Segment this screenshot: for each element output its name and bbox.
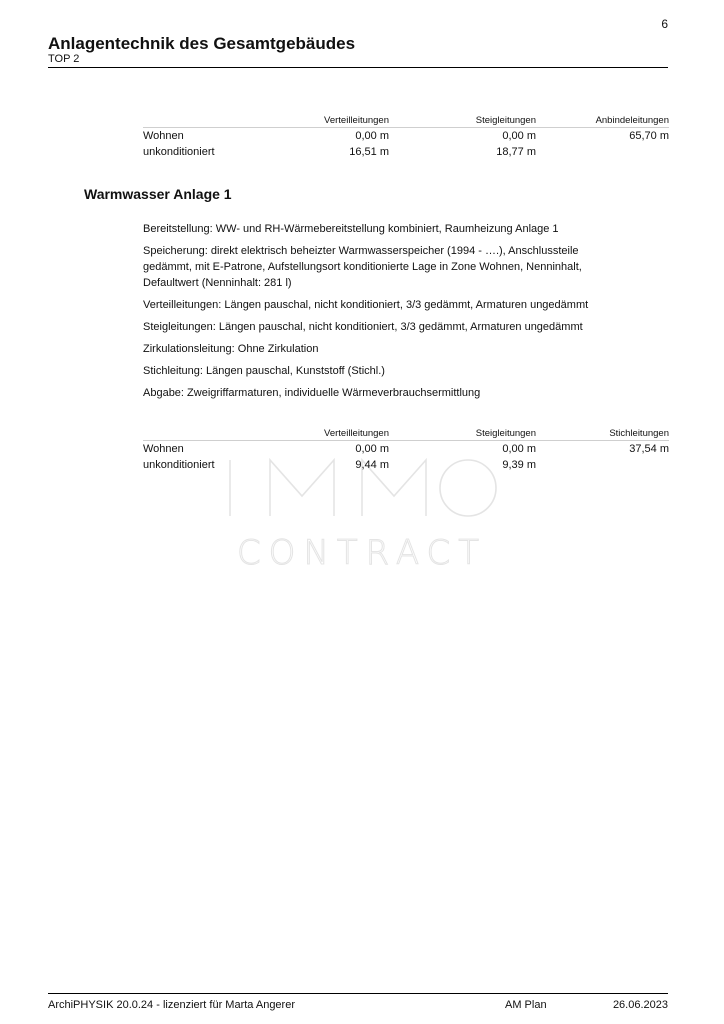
table-cell: 0,00 m — [502, 443, 536, 455]
table-cell: 65,70 m — [629, 130, 669, 142]
footer-software-license: ArchiPHYSIK 20.0.24 - lizenziert für Marta Angerer — [48, 999, 295, 1011]
param-line: Verteilleitungen: Längen pauschal, nicht konditioniert, 3/3 gedämmt, Armaturen ungedämmt — [143, 299, 589, 311]
table-cell: 18,77 m — [496, 146, 536, 158]
table-cell: 0,00 m — [355, 130, 389, 142]
param-line: Stichleitung: Längen pauschal, Kunststoff (Stichl.) — [143, 365, 385, 377]
column-header: Verteilleitungen — [324, 115, 389, 126]
footer-rule — [48, 993, 668, 994]
system-parameters — [143, 221, 613, 407]
param-line: Steigleitungen: Längen pauschal, nicht konditioniert, 3/3 gedämmt, Armaturen ungedämmt — [143, 321, 583, 333]
table-row — [143, 441, 669, 457]
param-line: Abgabe: Zweigriffarmaturen, individuelle Wärmeverbrauchsermittlung — [143, 387, 481, 399]
table-row — [143, 144, 669, 160]
svg-text:CONTRACT: CONTRACT — [236, 533, 488, 573]
table-cell: 16,51 m — [349, 146, 389, 158]
pipe-length-table-1 — [143, 112, 669, 160]
table-row — [143, 128, 669, 144]
page-title: Anlagentechnik des Gesamtgebäudes — [48, 34, 356, 53]
table-header — [143, 425, 669, 441]
table-cell: 0,00 m — [502, 130, 536, 142]
header-rule — [48, 67, 668, 68]
table-cell: Wohnen — [143, 130, 184, 142]
table-cell: unkonditioniert — [143, 459, 215, 471]
page-number: 6 — [661, 17, 668, 31]
param-line: Speicherung: direkt elektrisch beheizter Warmwasserspeicher (1994 - ….), Anschlussteile gedämmt, mit E-Patrone, Aufstellungsort konditionierte Lage in Zone Wohnen, Nenninhalt, Defaultwert (Nenninhalt: 281 l) — [143, 245, 582, 289]
pipe-length-table-2 — [143, 425, 669, 473]
section-title: Warmwasser Anlage 1 — [84, 186, 232, 202]
column-header: Steigleitungen — [475, 115, 536, 126]
footer-date: 26.06.2023 — [612, 999, 668, 1011]
table-cell: 0,00 m — [355, 443, 389, 455]
table-header — [143, 112, 669, 128]
column-header: Anbindeleitungen — [595, 115, 669, 126]
param-line: Zirkulationsleitung: Ohne Zirkulation — [143, 343, 319, 355]
param-line: Bereitstellung: WW- und RH-Wärmebereitstellung kombiniert, Raumheizung Anlage 1 — [143, 223, 559, 235]
page-subtitle: TOP 2 — [48, 53, 80, 65]
column-header: Steigleitungen — [475, 428, 536, 439]
table-cell: unkonditioniert — [143, 146, 215, 158]
table-cell: Wohnen — [143, 443, 184, 455]
column-header: Verteilleitungen — [324, 428, 389, 439]
column-header: Stichleitungen — [609, 428, 669, 439]
table-cell: 37,54 m — [629, 443, 669, 455]
footer-company: AM Plan — [505, 999, 547, 1011]
table-row — [143, 457, 669, 473]
table-cell: 9,39 m — [502, 459, 536, 471]
watermark-logo — [222, 456, 502, 574]
table-cell: 9,44 m — [355, 459, 389, 471]
